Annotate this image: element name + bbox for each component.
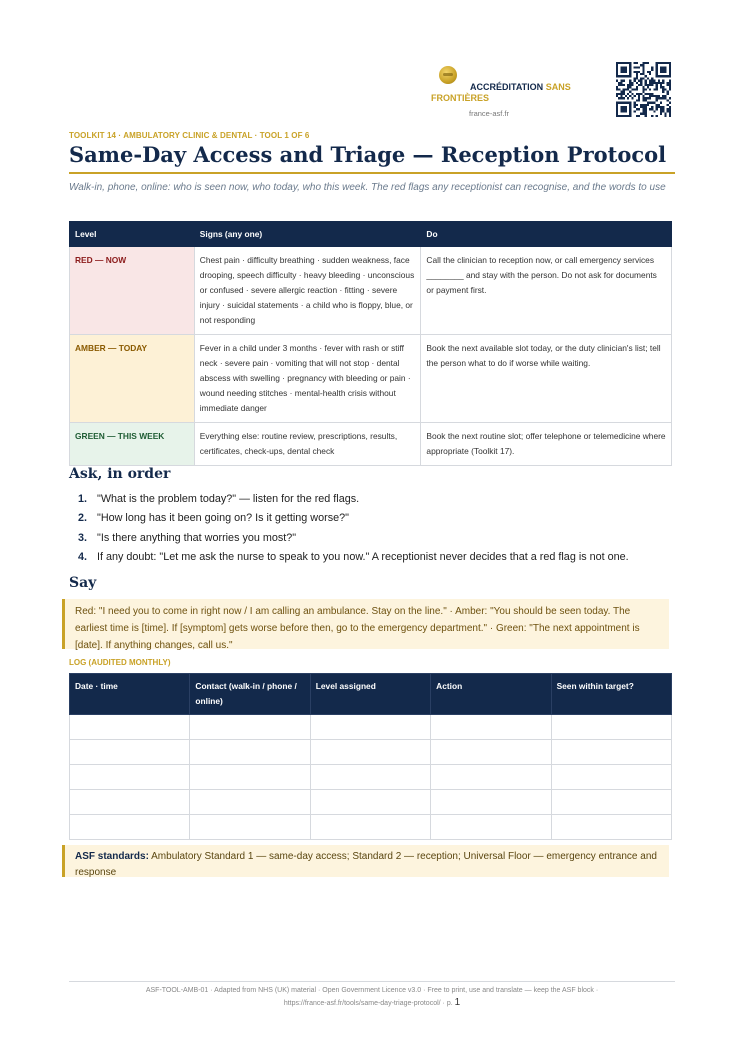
ask-item [78,490,678,509]
log-row [70,790,672,815]
ask-item-text: If any doubt: "Let me ask the nurse to speak to you now." A receptionist never decides that a red flag is not one. [97,550,629,563]
log-cell [431,740,551,765]
log-cell [431,765,551,790]
triage-signs-cell: Everything else: routine review, prescriptions, results, certificates, check-ups, dental check [194,423,421,466]
log-header-date: Date · time [70,674,190,715]
footer-divider [69,981,675,982]
log-cell [310,790,430,815]
log-cell [70,815,190,840]
footer-url[interactable]: https://france-asf.fr/tools/same-day-triage-protocol/ · p. [283,1000,453,1007]
log-row [70,815,672,840]
log-cell [70,740,190,765]
page-subtitle: Walk-in, phone, online: who is seen now, who today, who this week. The red flags any receptionist can recognise, and the words to use [69,182,666,193]
page-title: Same-Day Access and Triage — Reception Protocol [69,142,667,167]
triage-level-cell: RED — NOW [70,247,195,335]
ask-item-text: "Is there anything that worries you most?" [97,531,297,544]
log-header-row [70,674,672,715]
title-divider [69,172,675,174]
triage-row-red [70,247,672,335]
log-header-contact: Contact (walk-in / phone / online) [190,674,310,715]
triage-action-cell: Book the next routine slot; offer telephone or telemedicine where appropriate (Toolkit 17). [421,423,672,466]
log-header-action: Action [431,674,551,715]
brand-name [431,82,601,104]
log-cell [190,765,310,790]
footer [69,985,675,1010]
triage-action-cell: Call the clinician to reception now, or call emergency services ________ and stay with the person. Do not ask for documents or payment first. [421,247,672,335]
log-cell [70,790,190,815]
log-row [70,765,672,790]
footer-line2 [69,997,675,1010]
log-cell [551,715,671,740]
log-header-seen: Seen within target? [551,674,671,715]
log-cell [310,740,430,765]
triage-signs-cell: Chest pain · difficulty breathing · sudden weakness, face drooping, speech difficulty · heavy bleeding · unconscious or confused · severe allergic reaction · fitting · severe injury · suicidal statements · a child who is floppy, blue, or not responding [194,247,421,335]
log-cell [310,815,430,840]
ask-list [78,490,678,567]
triage-header-row [70,222,672,247]
log-cell [310,765,430,790]
log-header-level: Level assigned [310,674,430,715]
toolkit-eyebrow: TOOLKIT 14 · AMBULATORY CLINIC & DENTAL · TOOL 1 OF 6 [69,131,310,140]
triage-level-cell: GREEN — THIS WEEK [70,423,195,466]
log-cell [551,815,671,840]
log-label: LOG (AUDITED MONTHLY) [69,658,171,667]
standards-label: ASF standards: [75,851,149,862]
standards-text: Ambulatory Standard 1 — same-day access; Standard 2 — reception; Universal Floor — emergency entrance and response [75,851,657,878]
triage-header-do: Do [421,222,672,247]
triage-header-signs: Signs (any one) [194,222,421,247]
log-cell [310,715,430,740]
ask-item [78,509,678,528]
ask-item-text: "How long has it been going on? Is it getting worse?" [97,512,349,525]
log-row [70,715,672,740]
log-cell [70,715,190,740]
ask-item-number: 1. [78,493,88,505]
ask-heading: Ask, in order [69,466,171,482]
triage-header-level: Level [70,222,195,247]
triage-row-amber [70,335,672,423]
triage-level-cell: AMBER — TODAY [70,335,195,423]
triage-table [69,221,672,466]
standards-callout [62,845,669,877]
log-cell [431,815,551,840]
triage-action-cell: Book the next available slot today, or the duty clinician's list; tell the person what to do if worse while waiting. [421,335,672,423]
log-cell [70,765,190,790]
say-heading: Say [69,575,97,591]
ask-item-number: 3. [78,531,88,544]
log-cell [190,715,310,740]
ask-item-number: 2. [78,512,88,525]
log-cell [190,790,310,815]
log-cell [190,740,310,765]
ask-item [78,529,678,548]
log-cell [431,715,551,740]
qr-code-icon [616,62,671,117]
log-cell [551,790,671,815]
brand-url[interactable]: france-asf.fr [469,109,510,118]
page-number: 1 [454,997,461,1008]
triage-row-green [70,423,672,466]
ask-item-text: "What is the problem today?" — listen for the red flags. [97,493,360,505]
log-cell [190,815,310,840]
triage-signs-cell: Fever in a child under 3 months · fever with rash or stiff neck · severe pain · vomiting that will not stop · dental abscess with swelling · pregnancy with bleeding or pain · wound needing stitches · mental-health crisis without immediate danger [194,335,421,423]
brand-name-part1: ACCRÉDITATION [470,82,544,92]
log-cell [551,740,671,765]
log-cell [431,790,551,815]
log-cell [551,765,671,790]
ask-item [78,548,678,567]
log-row [70,740,672,765]
ask-item-number: 4. [78,550,88,563]
brand-name-part2: SANS FRONTIÈRES [431,82,571,103]
say-callout: Red: "I need you to come in right now / I am calling an ambulance. Stay on the line." · Amber: "You should be seen today. The earliest time is [time]. If [symptom] gets worse before then, go to the emergency department." · Green: "The next appointment is [date]. If anything changes, call us." [62,599,669,649]
footer-line1: ASF-TOOL-AMB-01 · Adapted from NHS (UK) material · Open Government Licence v3.0 · Free to print, use and translate — keep the ASF block · [145,987,599,994]
log-table [69,673,672,840]
